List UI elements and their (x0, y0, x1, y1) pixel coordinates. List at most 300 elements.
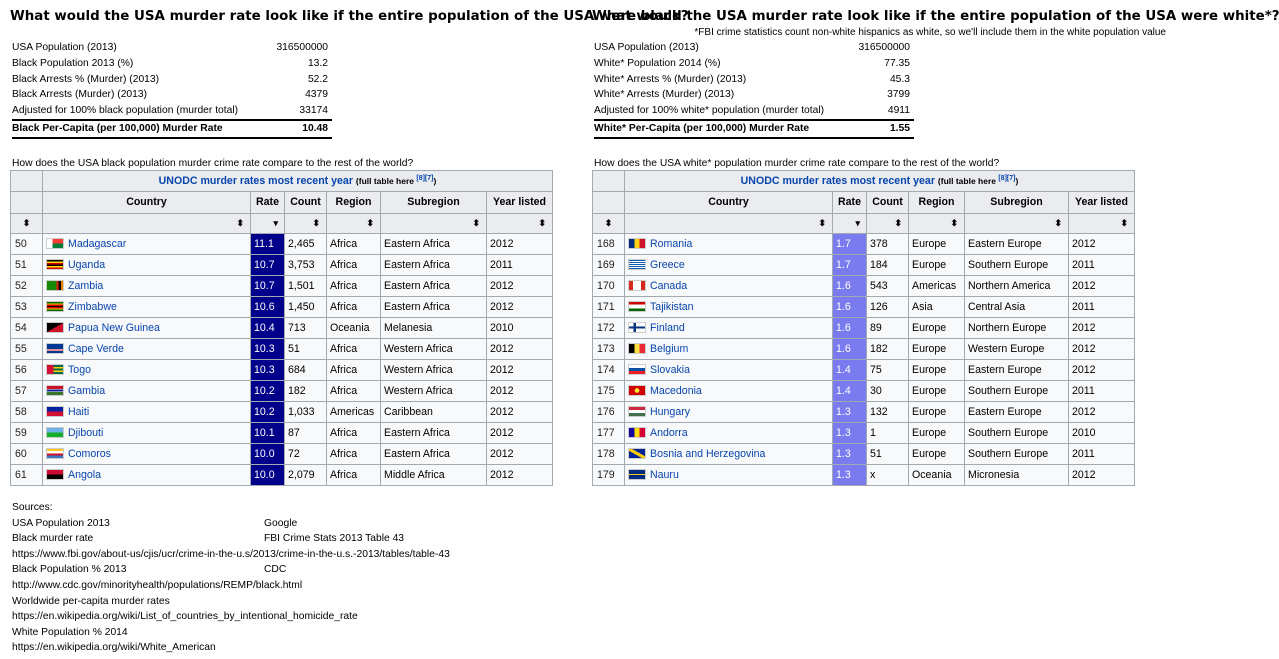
subregion-cell: Central Asia (965, 296, 1069, 317)
rate-cell: 1.7 (833, 254, 867, 275)
source-text: Black Population % 2013 (12, 564, 127, 576)
rank-cell: 56 (11, 359, 43, 380)
rank-cell: 58 (11, 401, 43, 422)
country-link[interactable]: Romania (650, 237, 693, 250)
table-row (11, 464, 553, 485)
country-cell (43, 275, 251, 296)
region-cell: Europe (909, 422, 965, 443)
stat-row (594, 103, 914, 120)
country-link[interactable]: Uganda (68, 258, 106, 271)
header-region[interactable]: Region (327, 191, 381, 213)
stat-row (12, 72, 332, 88)
rate-cell: 1.6 (833, 317, 867, 338)
stat-value: 45.3 (889, 73, 910, 85)
stat-row (12, 87, 332, 103)
count-cell: 2,465 (285, 233, 327, 254)
country-link[interactable]: Canada (650, 279, 688, 292)
count-cell: 3,753 (285, 254, 327, 275)
caption-refs-link[interactable]: [8][7] (416, 174, 434, 182)
sort-country-icon[interactable]: ⬍ (43, 213, 251, 233)
macedonia-flag-icon (628, 385, 646, 396)
country-link[interactable]: Gambia (68, 384, 106, 397)
sort-rank-icon[interactable]: ⬍ (593, 213, 625, 233)
rate-cell: 1.3 (833, 464, 867, 485)
black-panel-title: What would the USA murder rate look like if the entire population of the USA were black? (10, 9, 689, 24)
count-cell: 182 (285, 380, 327, 401)
madagascar-flag-icon (46, 238, 64, 249)
country-cell (43, 254, 251, 275)
rate-cell: 10.4 (251, 317, 285, 338)
rate-cell: 10.3 (251, 359, 285, 380)
count-cell: 182 (867, 338, 909, 359)
subregion-cell: Southern Europe (965, 422, 1069, 443)
rank-cell: 174 (593, 359, 625, 380)
region-cell: Africa (327, 275, 381, 296)
stat-label: White* Population 2014 (%) (594, 57, 721, 69)
country-link[interactable]: Comoros (68, 447, 111, 460)
stat-row (594, 40, 914, 56)
rate-cell: 11.1 (251, 233, 285, 254)
white-unodc-table (592, 170, 1135, 486)
stat-value: 77.35 (884, 57, 910, 69)
country-link[interactable]: Cape Verde (68, 342, 124, 355)
count-cell: 684 (285, 359, 327, 380)
country-cell (625, 422, 833, 443)
region-cell: Europe (909, 338, 965, 359)
stat-value: 3799 (887, 89, 910, 101)
subregion-cell: Eastern Africa (381, 254, 487, 275)
subregion-cell: Western Africa (381, 380, 487, 401)
source-text: White Population % 2014 (12, 626, 128, 638)
belgium-flag-icon (628, 343, 646, 354)
stat-row (594, 120, 914, 138)
source-text: https://www.fbi.gov/about-us/cjis/ucr/crime-in-the-u.s/2013/crime-in-the-u.s.-2013/tables/table-43 (12, 548, 450, 560)
stat-label: Black Arrests (Murder) (2013) (12, 89, 148, 101)
subregion-cell: Northern Europe (965, 317, 1069, 338)
table-row (593, 464, 1135, 485)
source-line (12, 578, 450, 594)
table-row (11, 338, 553, 359)
source-line (12, 609, 450, 625)
table-row (593, 380, 1135, 401)
source-line (12, 547, 450, 563)
rate-cell: 1.6 (833, 338, 867, 359)
gambia-flag-icon (46, 385, 64, 396)
rate-cell: 10.2 (251, 380, 285, 401)
table-row (593, 275, 1135, 296)
bosnia-flag-icon (628, 448, 646, 459)
year-cell: 2012 (487, 422, 553, 443)
country-link[interactable]: Belgium (650, 342, 689, 355)
rank-cell: 61 (11, 464, 43, 485)
country-link[interactable]: Papua New Guinea (68, 321, 160, 334)
count-cell: 132 (867, 401, 909, 422)
rank-cell: 52 (11, 275, 43, 296)
region-cell: Europe (909, 359, 965, 380)
region-cell: Africa (327, 422, 381, 443)
year-cell: 2012 (1069, 464, 1135, 485)
stat-label: White* Arrests % (Murder) (2013) (594, 73, 747, 85)
romania-flag-icon (628, 238, 646, 249)
source-line (12, 594, 450, 610)
country-cell (625, 254, 833, 275)
country-cell (43, 401, 251, 422)
year-cell: 2011 (1069, 380, 1135, 401)
country-cell (625, 359, 833, 380)
year-cell: 2012 (1069, 317, 1135, 338)
sort-subregion-icon[interactable]: ⬍ (381, 213, 487, 233)
stat-label: White* Arrests (Murder) (2013) (594, 89, 735, 101)
stat-label: White* Per-Capita (per 100,000) Murder Rate (594, 120, 852, 138)
stat-label: Adjusted for 100% black population (murder total) (12, 103, 269, 120)
country-cell (43, 380, 251, 401)
caption-refs-link[interactable]: [8][7] (998, 174, 1016, 182)
rank-cell: 60 (11, 443, 43, 464)
black-unodc-table (10, 170, 553, 486)
table-row (11, 317, 553, 338)
stat-value: 4379 (305, 89, 328, 101)
country-cell (625, 275, 833, 296)
rate-cell: 10.0 (251, 443, 285, 464)
header-region[interactable]: Region (909, 191, 965, 213)
sources-heading: Sources: (12, 502, 53, 513)
count-cell: 30 (867, 380, 909, 401)
region-cell: Africa (327, 296, 381, 317)
comoros-flag-icon (46, 448, 64, 459)
stat-row (12, 56, 332, 72)
header-rate[interactable]: Rate (833, 191, 867, 213)
table-row (11, 254, 553, 275)
table-row (593, 359, 1135, 380)
stat-row (594, 72, 914, 88)
country-link[interactable]: Zambia (68, 279, 104, 292)
rate-cell: 1.6 (833, 296, 867, 317)
count-cell: 184 (867, 254, 909, 275)
region-cell: Europe (909, 443, 965, 464)
stat-value: 52.2 (307, 73, 328, 85)
sort-subregion-icon[interactable]: ⬍ (965, 213, 1069, 233)
count-cell: 1,450 (285, 296, 327, 317)
table-row (593, 401, 1135, 422)
country-link[interactable]: Angola (68, 468, 101, 481)
count-cell: 378 (867, 233, 909, 254)
country-link[interactable]: Djibouti (68, 426, 104, 439)
table-row (593, 422, 1135, 443)
region-cell: Europe (909, 233, 965, 254)
region-cell: Oceania (909, 464, 965, 485)
country-link[interactable]: Hungary (650, 405, 691, 418)
nauru-flag-icon (628, 469, 646, 480)
rank-cell: 169 (593, 254, 625, 275)
region-cell: Africa (327, 254, 381, 275)
rank-cell: 54 (11, 317, 43, 338)
source-provider: Google (264, 517, 298, 529)
rate-cell: 1.3 (833, 443, 867, 464)
subregion-cell: Western Africa (381, 338, 487, 359)
subregion-cell: Eastern Africa (381, 422, 487, 443)
header-year[interactable]: Year listed (1069, 191, 1135, 213)
subregion-cell: Eastern Africa (381, 296, 487, 317)
count-cell: x (867, 464, 909, 485)
country-cell (625, 401, 833, 422)
djibouti-flag-icon (46, 427, 64, 438)
country-cell (625, 317, 833, 338)
country-link[interactable]: Finland (650, 321, 685, 334)
sort-year-icon[interactable]: ⬍ (487, 213, 553, 233)
country-cell (625, 296, 833, 317)
rate-cell: 1.3 (833, 401, 867, 422)
subregion-cell: Eastern Europe (965, 359, 1069, 380)
stat-label: Black Population 2013 (%) (12, 57, 134, 69)
rate-cell: 10.3 (251, 338, 285, 359)
table-row (593, 233, 1135, 254)
subregion-cell: Middle Africa (381, 464, 487, 485)
region-cell: Africa (327, 338, 381, 359)
region-cell: Oceania (327, 317, 381, 338)
rank-cell: 50 (11, 233, 43, 254)
slovakia-flag-icon (628, 364, 646, 375)
subregion-cell: Western Europe (965, 338, 1069, 359)
uganda-flag-icon (46, 259, 64, 270)
table-row (593, 317, 1135, 338)
stat-value: 316500000 (276, 42, 328, 53)
year-cell: 2011 (487, 254, 553, 275)
count-cell: 72 (285, 443, 327, 464)
year-cell: 2010 (487, 317, 553, 338)
year-cell: 2012 (487, 338, 553, 359)
year-cell: 2011 (1069, 296, 1135, 317)
source-line (12, 625, 450, 641)
subregion-cell: Eastern Europe (965, 233, 1069, 254)
sort-year-icon[interactable]: ⬍ (1069, 213, 1135, 233)
year-cell: 2012 (487, 275, 553, 296)
rate-cell: 1.6 (833, 275, 867, 296)
region-cell: Europe (909, 254, 965, 275)
count-cell: 89 (867, 317, 909, 338)
count-cell: 51 (867, 443, 909, 464)
table-row (593, 254, 1135, 275)
region-cell: Africa (327, 233, 381, 254)
angola-flag-icon (46, 469, 64, 480)
year-cell: 2012 (1069, 338, 1135, 359)
header-count[interactable]: Count (867, 191, 909, 213)
year-cell: 2012 (487, 443, 553, 464)
country-link[interactable]: Bosnia and Herzegovina (650, 447, 766, 460)
region-cell: Americas (909, 275, 965, 296)
source-text: Worldwide per-capita murder rates (12, 595, 170, 607)
region-cell: Africa (327, 359, 381, 380)
caption-link[interactable]: UNODC murder rates most recent year (740, 174, 935, 187)
stat-value: 13.2 (307, 57, 328, 69)
country-cell (43, 359, 251, 380)
sort-region-icon[interactable]: ⬍ (909, 213, 965, 233)
year-cell: 2012 (487, 401, 553, 422)
stat-row (12, 40, 332, 56)
country-link[interactable]: Macedonia (650, 384, 702, 397)
year-cell: 2012 (487, 464, 553, 485)
country-cell (43, 443, 251, 464)
greece-flag-icon (628, 259, 646, 270)
rate-cell: 10.2 (251, 401, 285, 422)
black-compare-text: How does the USA black population murder crime rate compare to the rest of the world? (12, 157, 414, 169)
sources-section (12, 500, 450, 656)
country-link[interactable]: Nauru (650, 468, 679, 481)
rate-cell: 10.7 (251, 275, 285, 296)
table-row (593, 296, 1135, 317)
count-cell: 126 (867, 296, 909, 317)
count-cell: 713 (285, 317, 327, 338)
subregion-cell: Southern Europe (965, 254, 1069, 275)
finland-flag-icon (628, 322, 646, 333)
header-subregion[interactable]: Subregion (381, 191, 487, 213)
stat-label: USA Population (2013) (12, 42, 117, 53)
region-cell: Europe (909, 401, 965, 422)
rank-cell: 55 (11, 338, 43, 359)
sort-rate-icon[interactable]: ▾ (251, 213, 285, 233)
country-cell (43, 422, 251, 443)
rate-cell: 10.7 (251, 254, 285, 275)
header-country[interactable]: Country (625, 191, 833, 213)
country-cell (43, 464, 251, 485)
white-stats-table (594, 40, 914, 139)
togo-flag-icon (46, 364, 64, 375)
sort-region-icon[interactable]: ⬍ (327, 213, 381, 233)
caption-link[interactable]: UNODC murder rates most recent year (158, 174, 353, 187)
rank-cell: 178 (593, 443, 625, 464)
white-panel-title: What would the USA murder rate look like if the entire population of the USA were white*? (592, 9, 1279, 24)
count-cell: 75 (867, 359, 909, 380)
region-cell: Asia (909, 296, 965, 317)
sort-rank-icon[interactable]: ⬍ (11, 213, 43, 233)
rate-cell: 1.4 (833, 380, 867, 401)
country-link[interactable]: Madagascar (68, 237, 127, 250)
table-row (11, 359, 553, 380)
white-panel (592, 0, 1279, 486)
hungary-flag-icon (628, 406, 646, 417)
white-compare-text: How does the USA white* population murder crime rate compare to the rest of the world? (594, 157, 1000, 169)
count-cell: 1 (867, 422, 909, 443)
rank-cell: 57 (11, 380, 43, 401)
header-year[interactable]: Year listed (487, 191, 553, 213)
papua-new-guinea-flag-icon (46, 322, 64, 333)
source-text: Black murder rate (12, 533, 94, 545)
rank-cell: 176 (593, 401, 625, 422)
country-link[interactable]: Togo (68, 363, 91, 376)
country-cell (625, 233, 833, 254)
stat-label: Black Per-Capita (per 100,000) Murder Rate (12, 120, 269, 138)
sort-count-icon[interactable]: ⬍ (285, 213, 327, 233)
subregion-cell: Southern Europe (965, 380, 1069, 401)
header-count[interactable]: Count (285, 191, 327, 213)
stat-row (594, 87, 914, 103)
rank-cell: 170 (593, 275, 625, 296)
country-link[interactable]: Haiti (68, 405, 90, 418)
year-cell: 2012 (487, 233, 553, 254)
source-line (12, 640, 450, 656)
country-cell (625, 443, 833, 464)
black-stats-table (12, 40, 332, 139)
subregion-cell: Northern America (965, 275, 1069, 296)
rate-cell: 1.7 (833, 233, 867, 254)
canada-flag-icon (628, 280, 646, 291)
country-link[interactable]: Zimbabwe (68, 300, 117, 313)
table-row (593, 443, 1135, 464)
subregion-cell: Eastern Africa (381, 275, 487, 296)
stat-value: 1.55 (852, 120, 914, 138)
sort-count-icon[interactable]: ⬍ (867, 213, 909, 233)
subregion-cell: Eastern Africa (381, 443, 487, 464)
andorra-flag-icon (628, 427, 646, 438)
table-row (11, 233, 553, 254)
stat-label: USA Population (2013) (594, 42, 699, 53)
table-row (11, 401, 553, 422)
rank-cell: 171 (593, 296, 625, 317)
region-cell: Africa (327, 443, 381, 464)
country-cell (43, 233, 251, 254)
country-cell (43, 317, 251, 338)
header-subregion[interactable]: Subregion (965, 191, 1069, 213)
table-row (593, 338, 1135, 359)
subregion-cell: Western Africa (381, 359, 487, 380)
subregion-cell: Melanesia (381, 317, 487, 338)
region-cell: Africa (327, 464, 381, 485)
sort-rate-icon[interactable]: ▾ (833, 213, 867, 233)
year-cell: 2012 (1069, 359, 1135, 380)
count-cell: 1,501 (285, 275, 327, 296)
subregion-cell: Southern Europe (965, 443, 1069, 464)
header-rate[interactable]: Rate (251, 191, 285, 213)
sort-country-icon[interactable]: ⬍ (625, 213, 833, 233)
source-text: USA Population 2013 (12, 517, 110, 529)
country-cell (625, 338, 833, 359)
count-cell: 51 (285, 338, 327, 359)
year-cell: 2012 (487, 359, 553, 380)
table-row (11, 275, 553, 296)
rate-cell: 10.1 (251, 422, 285, 443)
country-cell (43, 338, 251, 359)
table-row (11, 443, 553, 464)
source-line (12, 516, 450, 532)
country-cell (43, 296, 251, 317)
source-provider: FBI Crime Stats 2013 Table 43 (264, 533, 405, 545)
rank-cell: 175 (593, 380, 625, 401)
rate-cell: 10.0 (251, 464, 285, 485)
subregion-cell: Caribbean (381, 401, 487, 422)
white-footnote: *FBI crime statistics count non-white hispanics as white, so we'll include them in the white population value (694, 27, 1166, 38)
table-caption: UNODC murder rates most recent year (full table here [8][7]) (43, 170, 553, 191)
stat-row (594, 56, 914, 72)
region-cell: Africa (327, 380, 381, 401)
source-text: http://www.cdc.gov/minorityhealth/populations/REMP/black.html (12, 579, 303, 591)
country-link[interactable]: Andorra (650, 426, 688, 439)
source-text: https://en.wikipedia.org/wiki/White_American (12, 642, 216, 654)
country-link[interactable]: Slovakia (650, 363, 691, 376)
count-cell: 1,033 (285, 401, 327, 422)
rank-cell: 53 (11, 296, 43, 317)
source-provider: CDC (264, 564, 287, 576)
rank-cell: 173 (593, 338, 625, 359)
zambia-flag-icon (46, 280, 64, 291)
country-link[interactable]: Tajikistan (650, 300, 694, 313)
year-cell: 2012 (487, 296, 553, 317)
rate-cell: 1.4 (833, 359, 867, 380)
region-cell: Europe (909, 317, 965, 338)
header-country[interactable]: Country (43, 191, 251, 213)
rank-cell: 168 (593, 233, 625, 254)
year-cell: 2011 (1069, 443, 1135, 464)
country-cell (625, 380, 833, 401)
country-link[interactable]: Greece (650, 258, 685, 271)
